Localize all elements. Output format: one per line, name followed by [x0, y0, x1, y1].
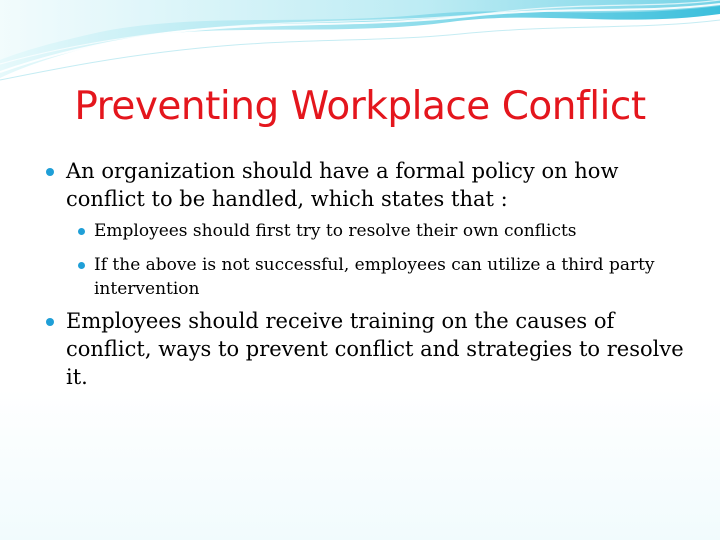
bullet-item: [44, 157, 694, 301]
sub-bullet-text: If the above is not successful, employees can utilize a third party intervention: [94, 255, 655, 299]
bullet-dot-icon: [46, 168, 54, 176]
sub-bullet-item: [66, 253, 694, 301]
bullet-dot-icon: [46, 318, 54, 326]
bullet-item: [44, 307, 694, 391]
sub-bullet-text: Employees should first try to resolve their own conflicts: [94, 221, 577, 241]
bullet-text: Employees should receive training on the causes of conflict, ways to prevent conflict and strategies to resolve it.: [66, 309, 684, 389]
sub-bullet-list: [66, 219, 694, 301]
bullet-list: [44, 157, 694, 397]
sub-bullet-item: [66, 219, 694, 243]
decorative-wave-header: [0, 0, 720, 90]
bullet-dot-icon: [78, 262, 85, 269]
bullet-text: An organization should have a formal policy on how conflict to be handled, which states that :: [66, 159, 619, 211]
bullet-dot-icon: [78, 228, 85, 235]
slide-title: Preventing Workplace Conflict: [74, 84, 646, 129]
